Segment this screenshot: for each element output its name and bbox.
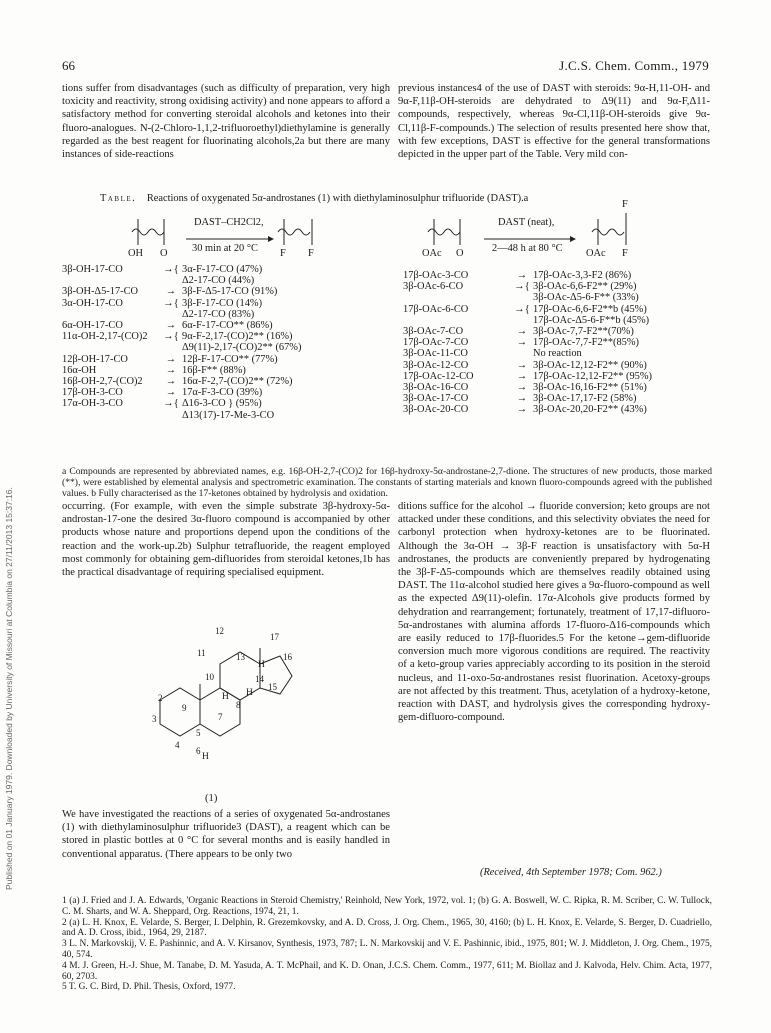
product: 17β-OAc-Δ5-6-F**b (45%) (533, 314, 650, 326)
atom-number: 4 (175, 740, 180, 750)
substrate (403, 292, 511, 303)
arrow: → (165, 376, 177, 388)
substrate (62, 275, 160, 286)
table-row (62, 398, 392, 409)
table-row (403, 404, 723, 415)
product: 3β-OAc-12,12-F2** (90%) (533, 359, 647, 371)
arrow (511, 348, 533, 359)
product: 3β-OAc-16,16-F2** (51%) (533, 382, 647, 394)
atom-number: 17 (270, 632, 279, 642)
substrate: 11α-OH-2,17-(CO)2 (62, 331, 148, 343)
substrate: 6α-OH-17-CO (62, 320, 123, 332)
product: Δ2-17-CO (83%) (182, 308, 255, 320)
table-row (403, 348, 723, 359)
atom-number: 12 (215, 626, 224, 636)
conditions-label: 2—48 h at 80 °C (492, 243, 563, 254)
product: Δ13(17)-17-Me-3-CO (182, 409, 275, 421)
substrate (403, 315, 511, 326)
table-row (403, 292, 723, 303)
column-1-bottom (62, 808, 390, 861)
atom-number: 7 (218, 712, 223, 722)
product: 16β-F** (88%) (182, 364, 246, 376)
paragraph: previous instances4 of the use of DAST with steroids: 9α-H,11-OH- and 9α-F,11β-OH-steroids are dehydrated to Δ9(11) and 9α-F,Δ11-compounds, respectively, whereas 9α-Cl,11β-OH-steroids give 9α-Cl,11β-F-compounds.) The selection of results presented here show that, with few exceptions, DAST is effective for the general transformations depicted in the upper part of the Table. Very mild con- (398, 83, 710, 161)
table-row (62, 286, 392, 297)
arrow: → (516, 359, 528, 371)
o-label: O (456, 248, 464, 259)
arrow: →{ (163, 331, 179, 343)
paragraph: ditions suffice for the alcohol → fluoride conversion; keto groups are not attacked under these conditions, and this selectivity obviates the need for carbonyl protection when hydroxy-ketones are to be fluorinated. Although the 3α-OH → 3β-F reaction is unsatisfactory with 5α-H androstanes, the products are conveniently prepared by hydrogenating the 3β-F-Δ5-compounds which are themselves readily obtained using DAST. The 11α-alcohol studied here gives a 9α-fluoro-compound as well as the expected Δ9(11)-olefin. 17α-Alcohols give products formed by dehydration and rearrangement; fortunately, treatment of 17,17-difluoro-5α-androstanes with alumina affords 17-fluoro-Δ16-compounds which are easily reduced to 17β-fluorides.5 For the ketone→gem-difluoride conversion much more vigorous conditions are required. The reactivity of a keto-group varies appreciably according to its position in the steroid nucleus, and 11-oxo-5α-androstanes resist fluorination. Acetoxy-groups are not affected by this treatment. Thus, acetylation of a hydroxy-ketone, reaction with DAST, and hydrolysis gives the corresponding hydroxy-gem-difluoro-compound. (398, 501, 710, 724)
table-row (403, 360, 723, 371)
arrow: → (165, 286, 177, 298)
compound-label: (1) (205, 793, 218, 804)
received-date: (Received, 4th September 1978; Com. 962.) (480, 867, 662, 878)
arrow: →{ (163, 297, 179, 309)
table-row (62, 410, 392, 421)
arrow: → (516, 382, 528, 394)
arrow: →{ (514, 281, 530, 293)
product: 17β-OAc-12,12-F2** (95%) (533, 370, 652, 382)
product: 3β-OAc-6,6-F2** (29%) (533, 281, 637, 293)
substrate: 17β-OAc-6-CO (403, 303, 469, 315)
substrate: 16α-OH (62, 364, 97, 376)
atom-number: 11 (197, 648, 206, 658)
reaction-scheme-ketone (420, 199, 680, 265)
table-right-column (403, 270, 723, 416)
substrate (62, 309, 160, 320)
product: Δ16-3-CO } (95%) (182, 398, 262, 410)
h-label: H (258, 660, 265, 670)
substrate (62, 342, 160, 353)
arrow: →{ (514, 303, 530, 315)
atom-number: 9 (182, 703, 187, 713)
arrow: → (165, 353, 177, 365)
table-row (62, 342, 392, 353)
arrow (160, 410, 182, 421)
product: Δ2-17-CO (44%) (182, 275, 255, 287)
table-row (62, 298, 392, 309)
substrate: 16β-OH-2,7-(CO)2 (62, 376, 143, 388)
substrate: 3β-OAc-12-CO (403, 359, 469, 371)
product: 3β-OAc-20,20-F2** (43%) (533, 404, 647, 416)
arrow (160, 342, 182, 353)
h-label: H (222, 692, 229, 702)
atom-number: 15 (268, 682, 277, 692)
reference-item: 2 (a) L. H. Knox, E. Velarde, S. Berger, I. Delphin, R. Grezemkovsky, and A. D. Cross, J. Org. Chem., 1965, 30, 4160; (b) L. H. Knox, E. Velarde, S. Berger, D. Cuadriello, and A. D. Cross, ibid., 1964, 29, 2187. (62, 917, 712, 939)
table-caption-text: Reactions of oxygenated 5α-androstanes (1) with diethylaminosulphur trifluoride (DAST).a (146, 193, 529, 204)
table-label: Table. (100, 193, 137, 204)
column-1-top (62, 82, 390, 161)
table-row (403, 304, 723, 315)
substrate: 17α-OH-3-CO (62, 398, 123, 410)
steroid-skeleton (140, 620, 320, 770)
substrate: 3β-OAc-6-CO (403, 281, 464, 293)
arrow: → (516, 370, 528, 382)
oh-label: OH (128, 248, 144, 259)
atom-number: 14 (255, 674, 264, 684)
product: 3β-OAc-17,17-F2 (58%) (533, 393, 637, 405)
column-1-middle (62, 500, 390, 579)
reference-item: 3 L. N. Markovskij, V. E. Pashinnic, and A. V. Kirsanov, Synthesis, 1973, 787; L. N. Markovskij and V. E. Pashinnic, ibid., 1975, 801; W. J. Middleton, J. Org. Chem., 1975, 40, 574. (62, 939, 712, 960)
product: 16α-F-2,7-(CO)2** (72%) (182, 376, 293, 388)
arrow (160, 309, 182, 320)
substrate: 3β-OH-17-CO (62, 264, 123, 275)
product: No reaction (533, 348, 582, 360)
product: Δ9(11)-2,17-(CO)2** (67%) (182, 342, 302, 354)
arrow: → (516, 393, 528, 405)
atom-number: 2 (158, 693, 163, 703)
product: 17α-F-3-CO (39%) (182, 387, 263, 399)
f-label: F (280, 248, 286, 259)
oac-label: OAc (586, 248, 606, 259)
reaction-scheme-alcohol (128, 205, 348, 265)
atom-number: 8 (236, 700, 241, 710)
table-row (62, 354, 392, 365)
product: 17β-OAc-6,6-F2**b (45%) (533, 303, 647, 315)
substrate: 3β-OAc-11-CO (403, 348, 468, 360)
table-row (403, 281, 723, 292)
arrow (511, 292, 533, 303)
androstane-structure (140, 620, 320, 770)
substrate: 17β-OH-3-CO (62, 387, 123, 399)
reference-item: 4 M. J. Green, H.-J. Shue, M. Tanabe, D. M. Yasuda, A. T. McPhail, and K. D. Onan, J.C.S. Chem. Comm., 1977, 611; M. Biollaz and J. Kalvoda, Helv. Chim. Acta, 1977, 60, 2703. (62, 960, 712, 982)
product: 3β-OAc-Δ5-6-F** (33%) (533, 292, 639, 304)
table-row (62, 264, 392, 275)
f-label: F (308, 248, 314, 259)
table-row (62, 320, 392, 331)
table-row (62, 275, 392, 286)
page-number: 66 (62, 58, 75, 73)
table-row (403, 393, 723, 404)
product: 9α-F-2,17-(CO)2** (16%) (182, 331, 293, 343)
h-label: H (202, 752, 209, 762)
substrate: 12β-OH-17-CO (62, 353, 128, 365)
column-2-top (398, 82, 710, 161)
product: 3β-F-17-CO (14%) (182, 297, 263, 309)
paragraph: occurring. (For example, with even the simple substrate 3β-hydroxy-5α-androstan-17-one the desired 3α-fluoro compound is accompanied by other products whose nature and proportions depend upon the conditions of the reaction and the work-up.2b) Sulphur tetrafluoride, the reagent employed most commonly for obtaining gem-difluorides from steroidal ketones,1b has the practical disadvantage of requiring specialised equipment. (62, 501, 390, 579)
f-label: F (622, 248, 628, 259)
table-row (62, 376, 392, 387)
substrate: 3β-OAc-16-CO (403, 382, 469, 394)
h-label: H (246, 688, 253, 698)
table-row (403, 315, 723, 326)
atom-number: 13 (236, 652, 245, 662)
substrate: 3β-OAc-20-CO (403, 404, 469, 416)
atom-number: 5 (196, 728, 201, 738)
arrow (511, 315, 533, 326)
product: 17β-OAc-3,3-F2 (86%) (533, 270, 632, 281)
substrate (62, 410, 160, 421)
running-head: J.C.S. Chem. Comm., 1979 (559, 58, 709, 73)
arrow: →{ (163, 398, 179, 410)
table-row (62, 387, 392, 398)
paragraph: tions suffer from disadvantages (such as difficulty of preparation, very high toxicity and reactivity, strong oxidising activity) and none appears to afford a satisfactory method for converting steroidal alcohols and ketones into their fluoro-analogues. N-(2-Chloro-1,1,2-trifluoroethyl)diethylamine is generally regarded as the best reagent for fluorinating alcohols,2a but there are many instances of side-reactions (62, 83, 390, 161)
product: 17β-OAc-7,7-F2**(85%) (533, 337, 639, 349)
substrate: 17β-OAc-7-CO (403, 337, 469, 349)
column-2-middle (398, 500, 710, 724)
reference-item: 1 (a) J. Fried and J. A. Edwards, 'Organic Reactions in Steroid Chemistry,' Reinhold, New York, 1972, vol. 1; (b) G. A. Boswell, W. C. Ripka, R. M. Scriber, C. W. Tullock, C. M. Sharts, and W. A. Sheppard, Org. Reactions, 1974, 21, 1. (62, 896, 712, 917)
substrate: 3β-OAc-7-CO (403, 326, 464, 338)
substrate: 3β-OAc-17-CO (403, 393, 469, 405)
product: 3β-OAc-7,7-F2**(70%) (533, 326, 634, 338)
references (62, 896, 712, 993)
o-label: O (160, 248, 168, 259)
reagent-label: DAST–CH2Cl2, (194, 217, 264, 228)
table-left-column (62, 264, 392, 421)
table-footnote: a Compounds are represented by abbreviated names, e.g. 16β-OH-2,7-(CO)2 for 16β-hydroxy-5α-androstane-2,7-dione. The structures of new products, those marked (**), were established by elemental analysis and spectrometric examination. The constants of starting materials and known fluoro-compounds agreed with the published values. b Fully characterised as the 17-ketones obtained by hydrolysis and oxidation. (62, 466, 712, 500)
table-row (403, 371, 723, 382)
table-row (403, 270, 723, 281)
conditions-label: 30 min at 20 °C (192, 243, 258, 254)
atom-number: 10 (205, 672, 214, 682)
arrow: → (165, 387, 177, 399)
substrate: 17β-OAc-3-CO (403, 270, 469, 281)
table-row (403, 382, 723, 393)
arrow (160, 275, 182, 286)
table-row (403, 337, 723, 348)
arrow: → (516, 337, 528, 349)
arrow: → (516, 404, 528, 416)
substrate: 3β-OH-Δ5-17-CO (62, 286, 139, 298)
arrow: → (516, 270, 528, 281)
table-row (62, 309, 392, 320)
table-row (62, 365, 392, 376)
product: 3β-F-Δ5-17-CO (91%) (182, 286, 278, 298)
substrate: 3α-OH-17-CO (62, 297, 123, 309)
table-row (403, 326, 723, 337)
arrow: → (165, 364, 177, 376)
paragraph: We have investigated the reactions of a series of oxygenated 5α-androstanes (1) with diethylaminosulphur trifluoride3 (DAST), a reagent which can be stored in plastic bottles at 0 °C for several months and is easily handled in conventional apparatus. (There appears to be only two (62, 809, 390, 860)
reference-item: 5 T. G. C. Bird, D. Phil. Thesis, Oxford, 1977. (62, 982, 236, 993)
product: 12β-F-17-CO** (77%) (182, 353, 278, 365)
oac-label: OAc (422, 248, 442, 259)
arrow: → (516, 326, 528, 338)
atom-number: 16 (283, 652, 292, 662)
f-label: F (622, 199, 628, 210)
download-stamp: Published on 01 January 1979. Downloaded by University of Missouri at Columbia on 27/11/2013 15:37:16. (4, 487, 14, 890)
atom-number: 6 (196, 746, 201, 756)
product: 6α-F-17-CO** (86%) (182, 320, 273, 332)
table-row (62, 331, 392, 342)
atom-number: 3 (152, 714, 157, 724)
substrate: 17β-OAc-12-CO (403, 370, 474, 382)
arrow: → (165, 320, 177, 332)
product: 3α-F-17-CO (47%) (182, 264, 263, 275)
reagent-label: DAST (neat), (498, 217, 555, 228)
arrow: →{ (163, 264, 179, 275)
